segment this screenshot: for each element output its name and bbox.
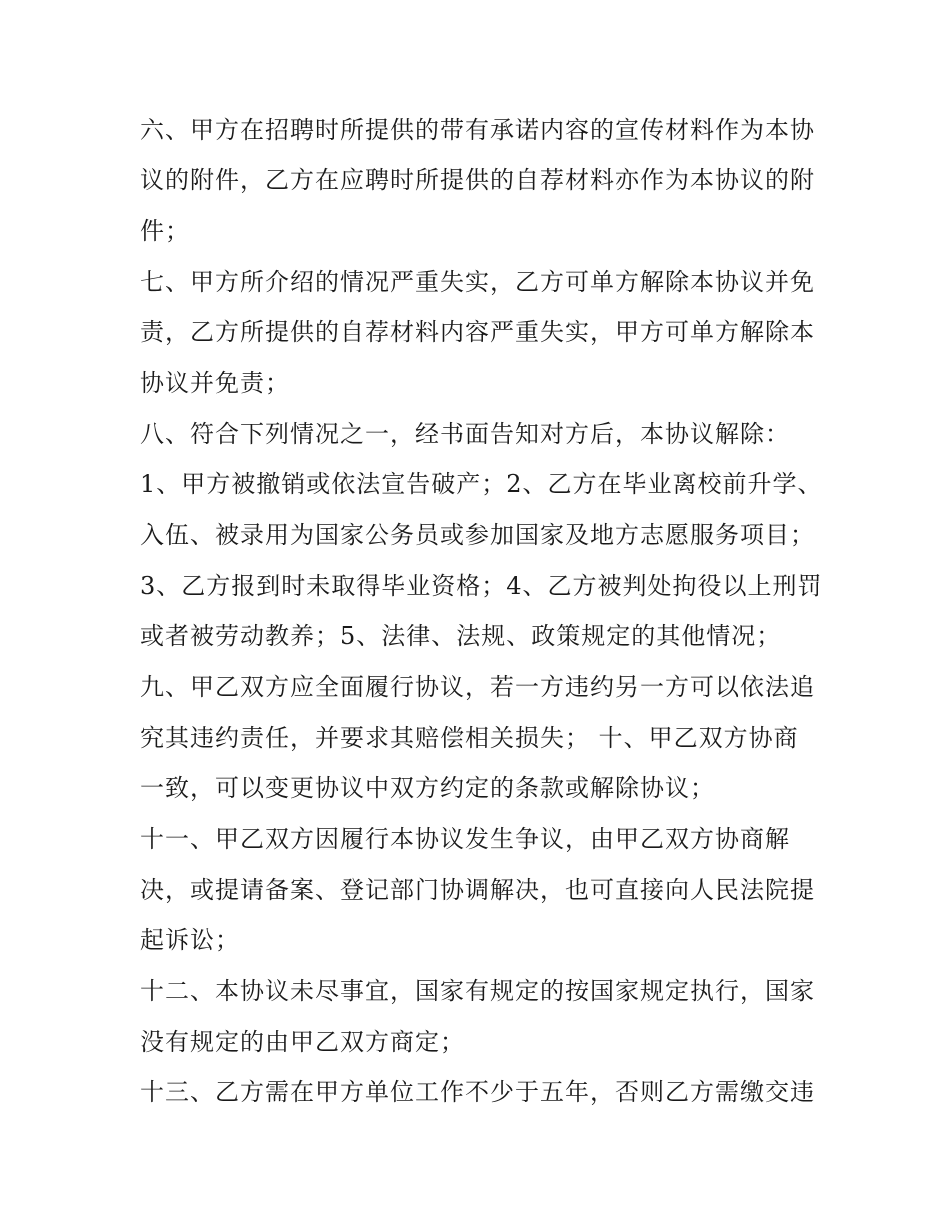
- text-line: 或者被劳动教养；5、法律、法规、政策规定的其他情况；: [140, 622, 782, 650]
- text-line: 件；: [140, 217, 190, 245]
- text-line: 3、乙方报到时未取得毕业资格；4、乙方被判处拘役以上刑罚: [140, 572, 823, 600]
- text-line: 起诉讼；: [140, 926, 240, 954]
- text-line: 入伍、被录用为国家公务员或参加国家及地方志愿服务项目；: [140, 521, 815, 549]
- text-line: 八、符合下列情况之一，经书面告知对方后，本协议解除：: [140, 420, 790, 448]
- text-line: 责，乙方所提供的自荐材料内容严重失实，甲方可单方解除本: [140, 318, 815, 346]
- text-line: 1、甲方被撤销或依法宣告破产；2、乙方在毕业离校前升学、: [140, 470, 823, 498]
- text-line: 九、甲乙双方应全面履行协议，若一方违约另一方可以依法追: [140, 673, 815, 701]
- text-line: 究其违约责任，并要求其赔偿相关损失； 十、甲乙双方协商: [140, 724, 799, 752]
- text-line: 没有规定的由甲乙双方商定；: [140, 1028, 465, 1056]
- text-line: 六、甲方在招聘时所提供的带有承诺内容的宣传材料作为本协: [140, 116, 815, 144]
- text-line: 决，或提请备案、登记部门协调解决，也可直接向人民法院提: [140, 876, 815, 904]
- text-line: 十二、本协议未尽事宜，国家有规定的按国家规定执行，国家: [140, 977, 815, 1005]
- text-line: 七、甲方所介绍的情况严重失实，乙方可单方解除本协议并免: [140, 268, 815, 296]
- text-line: 十三、乙方需在甲方单位工作不少于五年，否则乙方需缴交违: [140, 1078, 815, 1106]
- text-line: 一致，可以变更协议中双方约定的条款或解除协议；: [140, 774, 715, 802]
- text-line: 十一、甲乙双方因履行本协议发生争议，由甲乙双方协商解: [140, 825, 790, 853]
- text-line: 议的附件，乙方在应聘时所提供的自荐材料亦作为本协议的附: [140, 166, 815, 194]
- text-line: 协议并免责；: [140, 369, 290, 397]
